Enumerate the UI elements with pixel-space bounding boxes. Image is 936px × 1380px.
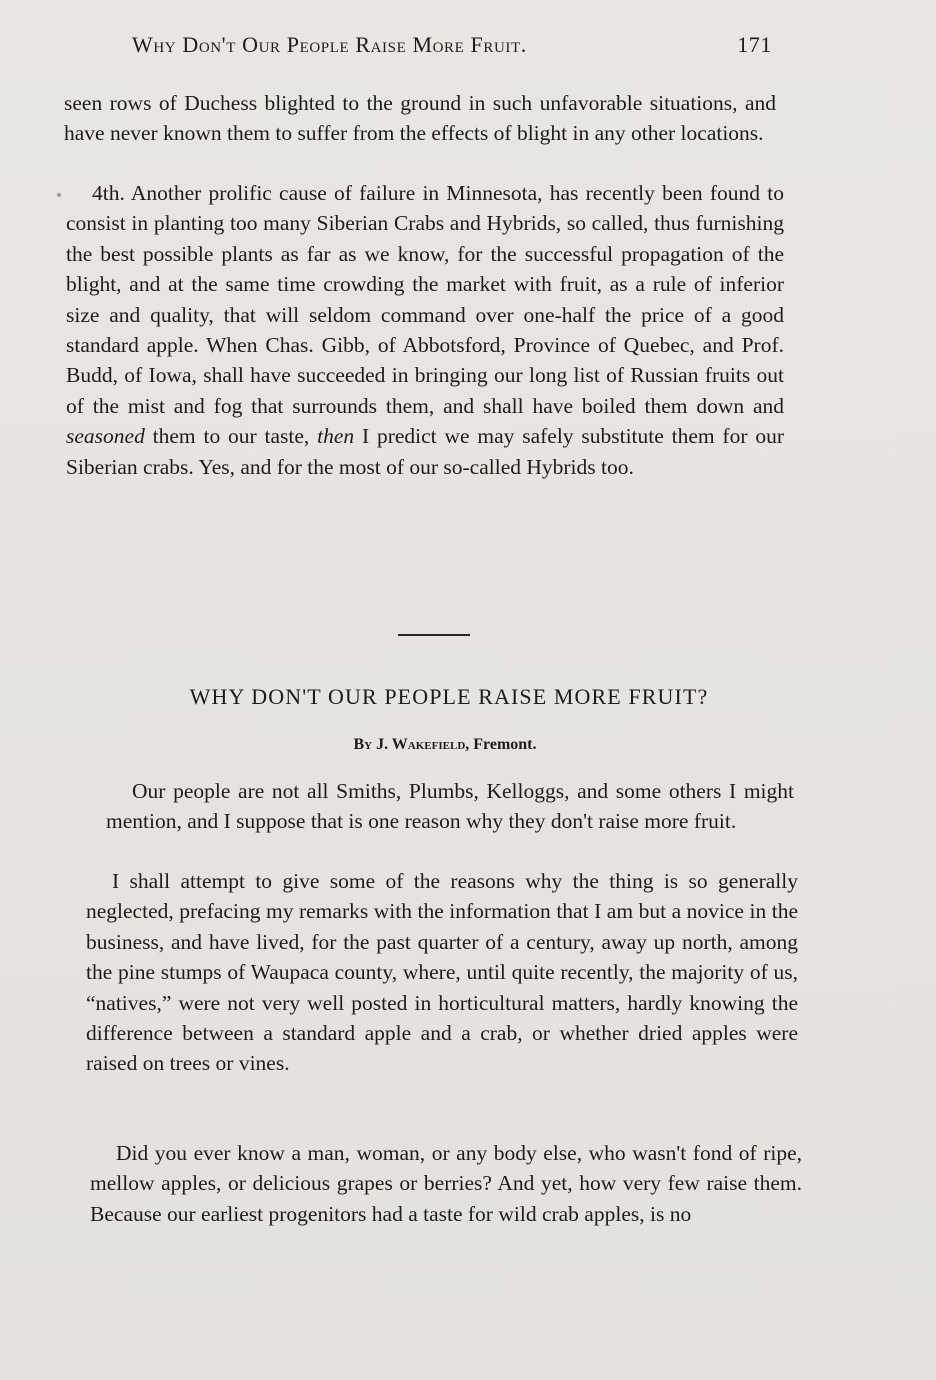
fourth-point-paragraph bbox=[66, 178, 784, 482]
article-title: WHY DON'T OUR PEOPLE RAISE MORE FRUIT? bbox=[189, 684, 709, 709]
running-head-title: Why Don't Our People Raise More Fruit. bbox=[132, 32, 527, 57]
running-head bbox=[132, 32, 772, 66]
section-divider bbox=[398, 634, 470, 636]
byline-prefix: By bbox=[353, 736, 373, 753]
p2-emphasis-then: then bbox=[317, 424, 355, 449]
p2-text-c: I predict we may safely substitute them for our Siberian crabs. Yes, and for the most of our so-called Hybrids too. bbox=[66, 424, 784, 479]
continued-paragraph: seen rows of Duchess blighted to the ground in such unfavorable situations, and have never known them to suffer from the effects of blight in any other locations. bbox=[64, 91, 776, 146]
article-paragraph: Did you ever know a man, woman, or any body else, who wasn't fond of ripe, mellow apples, or delicious grapes or berries? And yet, how very few raise them. Because our earliest progenitors had a taste for wild crab apples, is no bbox=[90, 1141, 802, 1226]
p2-emphasis-seasoned: seasoned bbox=[66, 424, 145, 449]
byline bbox=[280, 736, 610, 754]
p2-text-a: 4th. Another prolific cause of failure in Minnesota, has recently been found to consist in planting too many Siberian Crabs and Hybrids, so called, thus furnishing the best possible plants as far as we know, for the successful propagation of the blight, and at the same time crowding the market with fruit, as a rule of inferior size and quality, that will seldom command over one-half the price of a good standard apple. When Chas. Gibb, of Abbotsford, Province of Quebec, and Prof. Budd, of Iowa, shall have succeeded in bringing our long list of Russian fruits out of the mist and fog that surrounds them, and shall have boiled them down and bbox=[66, 181, 784, 418]
margin-speck bbox=[57, 193, 61, 197]
article-paragraph: I shall attempt to give some of the reasons why the thing is so generally neglected, prefacing my remarks with the information that I am but a novice in the business, and have lived, for the past quarter of a century, away up north, among the pine stumps of Waupaca county, where, until quite recently, the majority of us, “natives,” were not very well posted in horticultural matters, hardly knowing the difference between a standard apple and a crab, or whether dried apples were raised on trees or vines. bbox=[86, 869, 798, 1076]
p2-text-b: them to our taste, bbox=[144, 424, 318, 449]
article-paragraph: Our people are not all Smiths, Plumbs, Kelloggs, and some others I might mention, and I suppose that is one reason why they don't raise more fruit. bbox=[106, 779, 794, 834]
byline-location: Fremont. bbox=[473, 736, 537, 753]
page-number: 171 bbox=[737, 32, 772, 57]
byline-author: J. Wakefield, bbox=[376, 736, 470, 753]
